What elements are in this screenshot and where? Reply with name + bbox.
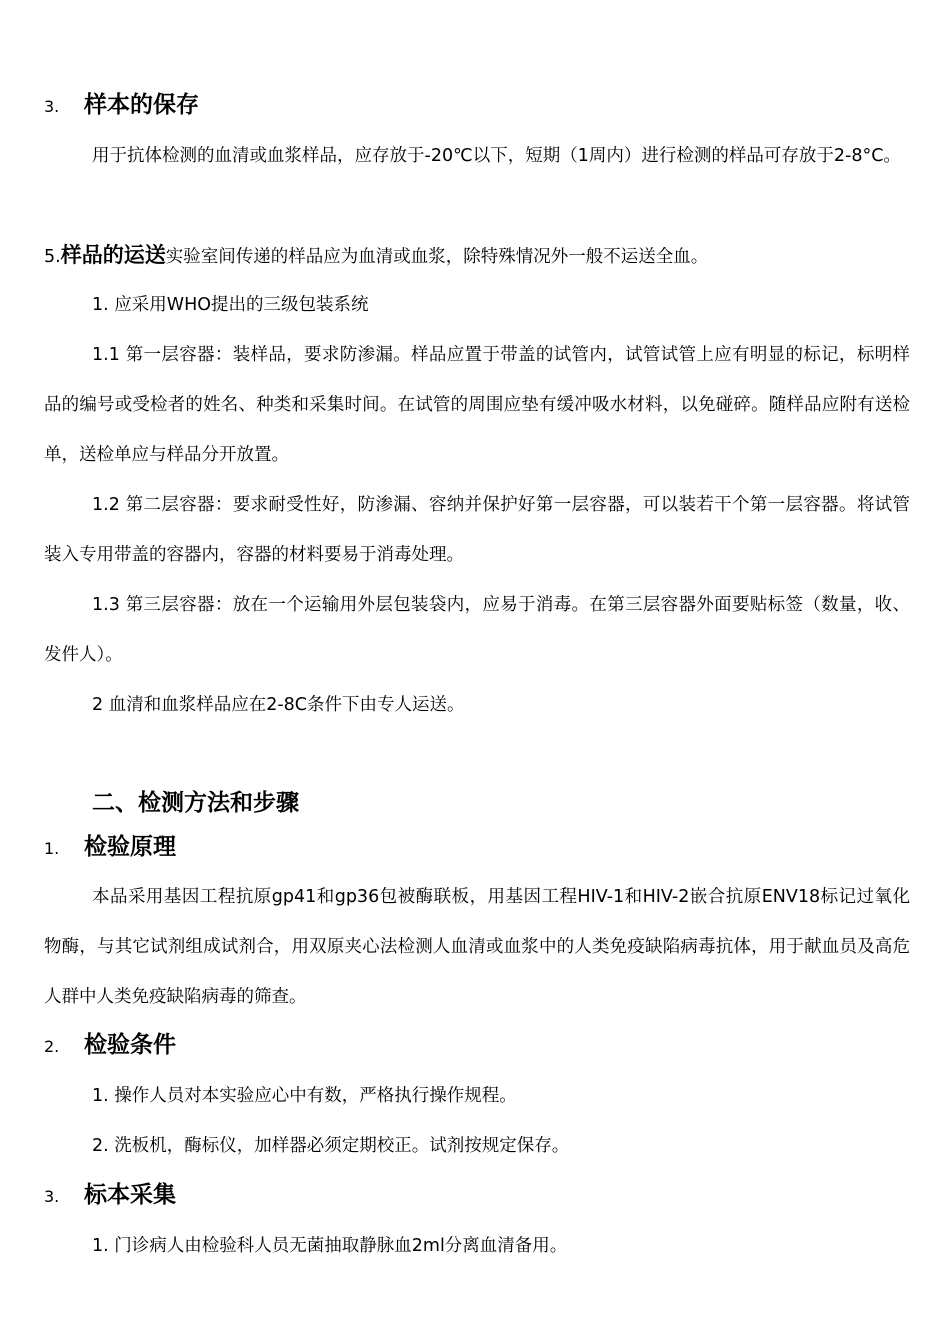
transport-line: [44, 230, 910, 282]
paragraph-packaging: [44, 280, 910, 730]
paragraph-storage: [44, 131, 910, 181]
paragraph-transport: [44, 230, 910, 282]
paragraph-collection: [44, 1221, 910, 1271]
heading-principle: [44, 832, 176, 864]
condition-2: 2. 洗板机，酶标仪，加样器必须定期校正。试剂按规定保存。: [92, 1136, 570, 1156]
packaging-layer-3: 1.3 第三层容器：放在一个运输用外层包装袋内，应易于消毒。在第三层容器外面要贴标签（数量，收、发件人）。: [44, 595, 910, 665]
heading-title: 样本的保存: [84, 92, 199, 118]
transport-title: 样品的运送: [60, 243, 166, 267]
heading-conditions: [44, 1030, 176, 1062]
transport-text: 实验室间传递的样品应为血清或血浆，除特殊情况外一般不运送全血。: [165, 247, 709, 267]
heading-number: 3.: [44, 1187, 60, 1206]
paragraph-conditions: [44, 1071, 910, 1171]
packaging-layer-2: 1.2 第二层容器：要求耐受性好，防渗漏、容纳并保护好第一层容器，可以装若干个第一层容器。将试管装入专用带盖的容器内，容器的材料要易于消毒处理。: [44, 495, 910, 565]
storage-text: 用于抗体检测的血清或血浆样品，应存放于-20℃以下，短期（1周内）进行检测的样品可存放于2-8°C。: [92, 146, 901, 166]
packaging-intro: 1. 应采用WHO提出的三级包装系统: [92, 295, 369, 315]
section-heading-sample-storage: [44, 90, 199, 122]
transport-prefix: 5.: [44, 247, 61, 267]
packaging-layer-1: 1.1 第一层容器：装样品，要求防渗漏。样品应置于带盖的试管内，试管试管上应有明显的标记，标明样品的编号或受检者的姓名、种类和采集时间。在试管的周围应垫有缓冲吸水材料，以免碰碎。随样品应附有送检单，送检单应与样品分开放置。: [44, 345, 910, 465]
heading-number: 2.: [44, 1037, 60, 1056]
transport-condition: 2 血清和血浆样品应在2-8C条件下由专人运送。: [92, 695, 465, 715]
heading-title: 标本采集: [84, 1182, 176, 1208]
heading-specimen-collection: [44, 1180, 176, 1212]
heading-title: 检验条件: [84, 1032, 176, 1058]
heading-number: 1.: [44, 839, 60, 858]
paragraph-principle: [44, 872, 910, 1022]
collection-1: 1. 门诊病人由检验科人员无菌抽取静脉血2ml分离血清备用。: [92, 1236, 568, 1256]
condition-1: 1. 操作人员对本实验应心中有数，严格执行操作规程。: [92, 1086, 517, 1106]
section2-title: 二、检测方法和步骤: [92, 790, 299, 816]
principle-text: 本品采用基因工程抗原gp41和gp36包被酶联板，用基因工程HIV-1和HIV-2嵌合抗原ENV18标记过氧化物酶，与其它试剂组成试剂合，用双原夹心法检测人血清或血浆中的人类免疫缺陷病毒抗体，用于献血员及高危人群中人类免疫缺陷病毒的筛查。: [44, 887, 910, 1007]
heading-number: 3.: [44, 97, 60, 116]
heading-title: 检验原理: [84, 834, 176, 860]
